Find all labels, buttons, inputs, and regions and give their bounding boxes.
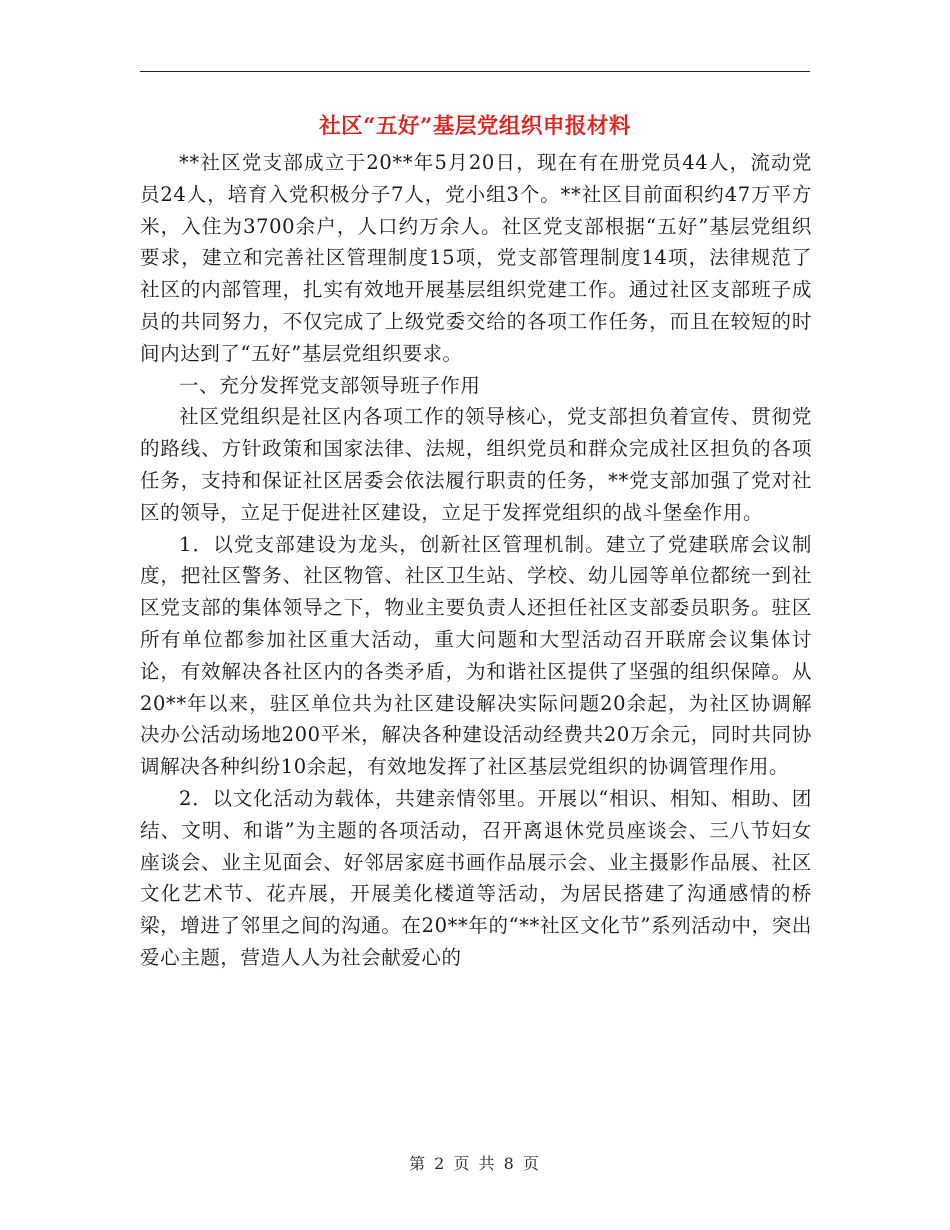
body-paragraph-item-1: 1．以党支部建设为龙头，创新社区管理机制。建立了党建联席会议制度，把社区警务、社区物管、社区卫生站、学校、幼儿园等单位都统一到社区党支部的集体领导之下，物业主要负责人还担任社区支部委员职务。驻区所有单位都参加社区重大活动，重大问题和大型活动召开联席会议集体讨论，有效解决各社区内的各类矛盾，为和谐社区提供了坚强的组织保障。从20**年以来，驻区单位共为社区建设解决实际问题20余起，为社区协调解决办公活动场地200平米，解决各种建设活动经费共20万余元，同时共同协调解决各种纠纷10余起，有效地发挥了社区基层党组织的协调管理作用。 (140, 532, 812, 779)
body-paragraph-item-2: 2．以文化活动为载体，共建亲情邻里。开展以“相识、相知、相助、团结、文明、和谐”为主题的各项活动，召开离退休党员座谈会、三八节妇女座谈会、业主见面会、好邻居家庭书画作品展示会、业主摄影作品展、社区文化艺术节、花卉展，开展美化楼道等活动，为居民搭建了沟通感情的桥梁，增进了邻里之间的沟通。在20**年的“**社区文化节”系列活动中，突出爱心主题，营造人人为社会献爱心的 (140, 786, 812, 969)
body-paragraph-intro: **社区党支部成立于20**年5月20日，现在有在册党员44人，流动党员24人，培育入党积极分子7人，党小组3个。**社区目前面积约47万平方米，入住为3700余户，人口约万余人。社区党支部根据“五好”基层党组织要求，建立和完善社区管理制度15项，党支部管理制度14项，法律规范了社区的内部管理，扎实有效地开展基层组织党建工作。通过社区支部班子成员的共同努力，不仅完成了上级党委交给的各项工作任务，而且在较短的时间内达到了“五好”基层党组织要求。 (140, 151, 812, 365)
document-body (140, 147, 812, 974)
document-title: 社区“五好”基层党组织申报材料 (319, 114, 631, 139)
header-rule (140, 71, 810, 72)
page-number: 第 2 页 共 8 页 (409, 1154, 541, 1173)
body-paragraph-section-intro: 社区党组织是社区内各项工作的领导核心，党支部担负着宣传、贯彻党的路线、方针政策和国家法律、法规，组织党员和群众完成社区担负的各项任务，支持和保证社区居委会依法履行职责的任务，**党支部加强了党对社区的领导，立足于促进社区建设，立足于发挥党组织的战斗堡垒作用。 (140, 405, 812, 524)
section-heading: 一、充分发挥党支部领导班子作用 (179, 373, 481, 397)
